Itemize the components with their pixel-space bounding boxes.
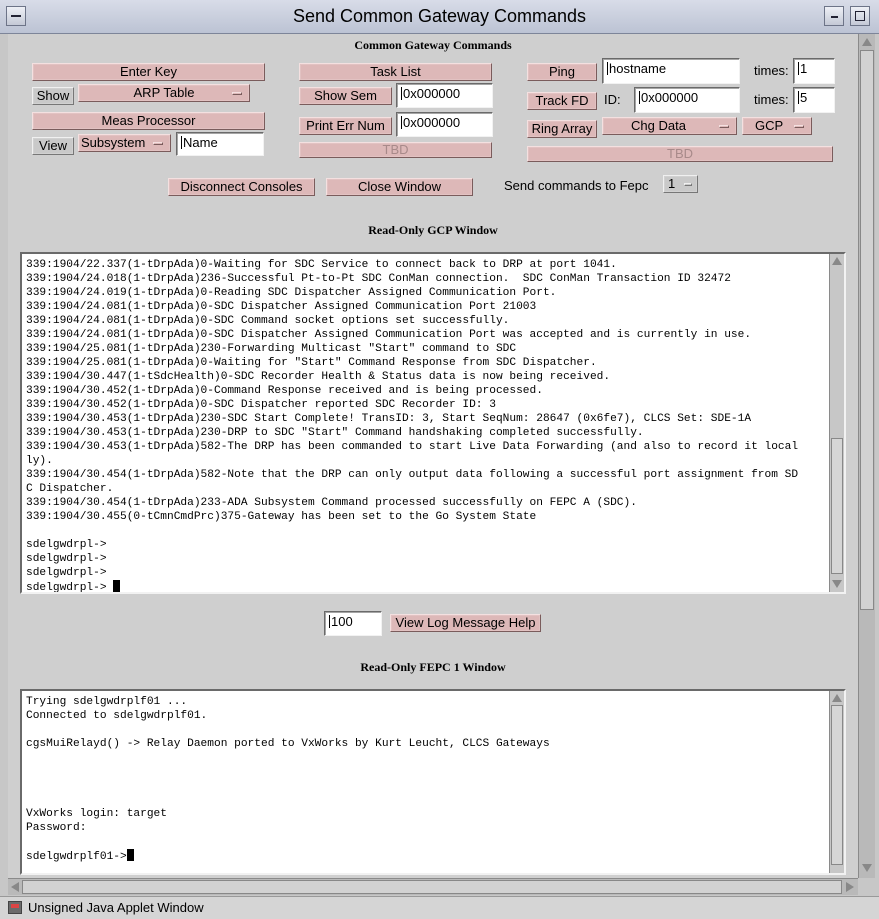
- view-log-message-help-button[interactable]: View Log Message Help: [390, 614, 541, 632]
- terminal-cursor-icon: [127, 849, 134, 861]
- text-caret-icon: [639, 91, 640, 104]
- log-count-input[interactable]: [324, 611, 382, 636]
- log-count-input-value: 100: [331, 614, 353, 629]
- track-id-input-value: 0x000000: [641, 90, 699, 105]
- ping-times-input-value: 1: [800, 61, 808, 76]
- ring-array-button[interactable]: Ring Array: [527, 120, 597, 138]
- window-horizontal-scrollbar[interactable]: [8, 878, 858, 895]
- arp-table-select[interactable]: [78, 84, 250, 102]
- fepc-console-scroll-thumb[interactable]: [831, 705, 843, 865]
- text-caret-icon: [401, 87, 402, 100]
- fepc-window-title: Read-Only FEPC 1 Window: [360, 660, 506, 674]
- option-menu-indicator-icon: [153, 142, 163, 145]
- show-button[interactable]: Show: [32, 87, 74, 105]
- ping-times-input[interactable]: [793, 58, 835, 84]
- option-menu-indicator-icon: [719, 125, 729, 128]
- scroll-right-arrow-icon[interactable]: [846, 882, 854, 892]
- scroll-up-arrow-icon[interactable]: [832, 694, 842, 702]
- text-caret-icon: [329, 615, 330, 628]
- send-to-fepc-label: Send commands to Fepc: [504, 178, 649, 193]
- hostname-input[interactable]: [602, 58, 740, 84]
- tbd-button-2[interactable]: TBD: [527, 146, 833, 162]
- text-caret-icon: [798, 91, 799, 104]
- text-caret-icon: [181, 136, 182, 149]
- task-list-button[interactable]: Task List: [299, 63, 492, 81]
- view-button[interactable]: View: [32, 137, 74, 155]
- name-input-value: Name: [183, 135, 218, 150]
- gcp-console[interactable]: [20, 252, 846, 594]
- window-horizontal-scroll-thumb[interactable]: [22, 880, 842, 894]
- tbd-button-1[interactable]: TBD: [299, 142, 492, 158]
- text-caret-icon: [798, 62, 799, 75]
- scroll-up-arrow-icon[interactable]: [832, 257, 842, 265]
- disconnect-consoles-button[interactable]: Disconnect Consoles: [168, 178, 315, 196]
- show-sem-input-value: 0x000000: [403, 86, 461, 101]
- scroll-left-arrow-icon[interactable]: [11, 882, 19, 892]
- fepc-console-scrollbar[interactable]: [829, 691, 844, 873]
- close-window-button[interactable]: Close Window: [326, 178, 473, 196]
- applet-status-text: Unsigned Java Applet Window: [28, 900, 204, 915]
- text-caret-icon: [607, 62, 608, 75]
- maximize-button[interactable]: [850, 6, 870, 26]
- meas-processor-button[interactable]: Meas Processor: [32, 112, 265, 130]
- fepc-console-text: Trying sdelgwdrplf01 ... Connected to sdelgwdrplf01. cgsMuiRelayd() -> Relay Daemon ported to VxWorks by Kurt Leucht, CLCS Gateways VxWorks login: target Password: sdelgwdrplf01->: [26, 696, 550, 863]
- commands-section-title: Common Gateway Commands: [354, 38, 512, 52]
- window-title: Send Common Gateway Commands: [292, 6, 587, 26]
- fepc-select[interactable]: [663, 175, 698, 193]
- gcp-select[interactable]: [742, 117, 812, 135]
- print-err-num-button[interactable]: Print Err Num: [299, 117, 392, 135]
- option-menu-indicator-icon: [684, 183, 692, 186]
- scroll-down-arrow-icon[interactable]: [862, 864, 872, 872]
- track-times-label: times:: [754, 92, 789, 107]
- arp-table-select-value: ARP Table: [133, 85, 195, 100]
- gcp-select-value: GCP: [755, 118, 784, 133]
- track-times-input-value: 5: [800, 90, 808, 105]
- fepc-console[interactable]: [20, 689, 846, 875]
- main-panel: [8, 34, 858, 878]
- gcp-console-scroll-thumb[interactable]: [831, 438, 843, 574]
- java-applet-warning-icon: [8, 901, 22, 914]
- minimize-button[interactable]: [824, 6, 844, 26]
- subsystem-select-value: Subsystem: [81, 135, 146, 150]
- id-label: ID:: [604, 92, 621, 107]
- print-err-num-input[interactable]: [396, 112, 493, 137]
- show-sem-input[interactable]: [396, 83, 493, 108]
- print-err-num-input-value: 0x000000: [403, 115, 461, 130]
- title-bar[interactable]: [0, 0, 879, 34]
- window-vertical-scrollbar[interactable]: [858, 34, 875, 878]
- window-vertical-scroll-thumb[interactable]: [860, 50, 874, 610]
- subsystem-select[interactable]: [78, 134, 171, 152]
- track-times-input[interactable]: [793, 87, 835, 113]
- option-menu-indicator-icon: [232, 92, 242, 95]
- gcp-console-scrollbar[interactable]: [829, 254, 844, 592]
- name-input[interactable]: [176, 132, 264, 156]
- ping-button[interactable]: Ping: [527, 63, 597, 81]
- enter-key-button[interactable]: Enter Key: [32, 63, 265, 81]
- terminal-cursor-icon: [113, 580, 120, 592]
- applet-status-bar: [0, 896, 879, 919]
- track-id-input[interactable]: [634, 87, 740, 113]
- chg-data-select[interactable]: [602, 117, 737, 135]
- scroll-down-arrow-icon[interactable]: [832, 580, 842, 588]
- show-sem-button[interactable]: Show Sem: [299, 87, 392, 105]
- option-menu-indicator-icon: [794, 125, 804, 128]
- track-fd-button[interactable]: Track FD: [527, 92, 597, 110]
- scroll-up-arrow-icon[interactable]: [862, 38, 872, 46]
- fepc-select-value: 1: [668, 176, 676, 191]
- text-caret-icon: [401, 116, 402, 129]
- hostname-input-value: hostname: [609, 61, 667, 76]
- gcp-console-text: 339:1904/22.337(1-tDrpAda)0-Waiting for SDC Service to connect back to DRP at port 1041. 339:1904/24.018(1-tDrpAda)236-Successful Pt-to-Pt SDC ConMan connection. SDC ConMan Transaction ID 32472 339:1904/24.019(1-tDrpAda)0-Reading SDC Dispatcher Assigned Communication Port. 339:1904/24.081(1-tDrpAda)0-SDC Dispatcher Assigned Communication Port 21003 339:1904/24.081(1-tDrpAda)0-SDC Command socket options set successfully. 339:1904/24.081(1-tDrpAda)0-SDC Dispatcher Assigned Communication Port was accepted and is currently in use. 339:1904/25.081(1-tDrpAda)230-Forwarding Multicast "Start" command to SDC 339:1904/25.081(1-tDrpAda)0-Waiting for "Start" Command Response from SDC Dispatcher. 339:1904/30.447(1-tSdcHealth)0-SDC Recorder Health & Status data is now being received. 339:1904/30.452(1-tDrpAda)0-Command Response received and is being processed. 339:1904/30.452(1-tDrpAda)0-SDC Dispatcher reported SDC Recorder ID: 3 339:1904/30.453(1-tDrpAda)230-SDC Start Complete! TransID: 3, Start SeqNum: 28647 (0x6fe7), CLCS Set: SDE-1A 339:1904/30.453(1-tDrpAda)230-DRP to SDC "Start" Command handshaking completed successfully. 339:1904/30.453(1-tDrpAda)582-The DRP has been commanded to start Live Data Forwarding (and also to record it local ly). 339:1904/30.454(1-tDrpAda)582-Note that the DRP can only output data following a successful port assignment from SD C Dispatcher. 339:1904/30.454(1-tDrpAda)233-ADA Subsystem Command processed successfully on FEPC A (SDC). 339:1904/30.455(0-tCmnCmdPrc)375-Gateway has been set to the Go System State sdelgwdrpl-> sdelgwdrpl-> sdelgwdrpl-> sdelgwdrpl->: [26, 259, 799, 594]
- ping-times-label: times:: [754, 63, 789, 78]
- chg-data-select-value: Chg Data: [631, 118, 686, 133]
- gcp-window-title: Read-Only GCP Window: [368, 223, 498, 237]
